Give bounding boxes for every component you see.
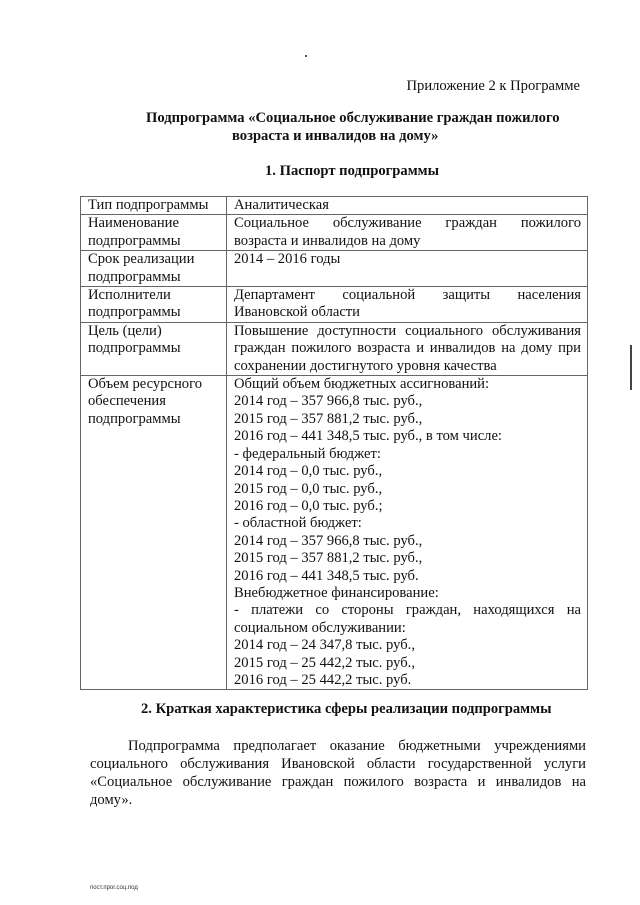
value-line: Аналитическая (234, 197, 329, 213)
value-line: 2016 год – 0,0 тыс. руб.; (234, 497, 383, 514)
paragraph-line: «Социальное обслуживание граждан пожилого возраста и инвалидов на (90, 774, 586, 790)
value-line: 2016 год – 441 348,5 тыс. руб. (234, 567, 419, 584)
table-row (81, 251, 588, 287)
value-line: 2014 год – 357 966,8 тыс. руб., (234, 393, 423, 410)
table-row (81, 215, 588, 251)
paragraph-line: Подпрограмма предполагает оказание бюджетными учреждениями (128, 738, 586, 754)
appendix-label: Приложение 2 к Программе (406, 78, 580, 94)
row-label (81, 287, 227, 323)
value-line: граждан пожилого возраста и инвалидов на дому при (234, 340, 581, 357)
value-line: 2014 год – 0,0 тыс. руб., (234, 463, 383, 480)
label-line: подпрограммы (88, 304, 181, 321)
value-line: Общий объем бюджетных ассигнований: (234, 376, 490, 393)
value-line: социальном обслуживании: (234, 619, 406, 636)
label-line: обеспечения (88, 393, 166, 410)
table-row (81, 197, 588, 215)
row-label (81, 197, 227, 215)
row-value (227, 215, 588, 251)
value-line: - областной бюджет: (234, 515, 362, 532)
value-line: 2014 – 2016 годы (234, 251, 341, 268)
row-value (227, 376, 588, 690)
label-line: Объем ресурсного (88, 376, 203, 393)
value-line: 2015 год – 25 442,2 тыс. руб., (234, 654, 415, 671)
label-line: подпрограммы (88, 410, 181, 427)
value-line: 2015 год – 0,0 тыс. руб., (234, 480, 383, 497)
table-row (81, 322, 588, 375)
row-value (227, 287, 588, 323)
section-2-paragraph (90, 737, 586, 809)
title-line: Подпрограмма «Социальное обслуживание граждан пожилого (146, 110, 560, 126)
label-line: Цель (цели) (88, 322, 162, 339)
value-line: возраста и инвалидов на дому (234, 232, 421, 249)
paragraph-line: дому». (90, 792, 133, 808)
scan-margin-mark (630, 345, 632, 390)
label-line: Исполнители (88, 287, 171, 304)
table-row (81, 376, 588, 690)
document-title (140, 109, 580, 145)
value-line: сохранении достигнутого уровня качества (234, 357, 497, 374)
value-line: Департамент социальной защиты населения (234, 287, 581, 304)
label-line: подпрограммы (88, 268, 181, 285)
value-line: 2015 год – 357 881,2 тыс. руб., (234, 550, 423, 567)
value-line: 2016 год – 441 348,5 тыс. руб., в том числе: (234, 428, 502, 445)
label-line: Наименование (88, 215, 179, 232)
row-label (81, 215, 227, 251)
value-line: Ивановской области (234, 304, 360, 321)
section-2-heading: 2. Краткая характеристика сферы реализации подпрограммы (141, 701, 552, 717)
value-line: Социальное обслуживание граждан пожилого (234, 215, 581, 232)
label-line: подпрограммы (88, 232, 181, 249)
value-line: 2014 год – 357 966,8 тыс. руб., (234, 532, 423, 549)
value-line: 2015 год – 357 881,2 тыс. руб., (234, 410, 423, 427)
row-value (227, 322, 588, 375)
value-line: 2016 год – 25 442,2 тыс. руб. (234, 671, 412, 688)
value-line: - федеральный бюджет: (234, 445, 381, 462)
section-1-heading: 1. Паспорт подпрограммы (265, 163, 439, 179)
label-line: Тип подпрограммы (88, 197, 209, 213)
row-label (81, 322, 227, 375)
scan-speck (305, 55, 307, 57)
passport-table (80, 196, 588, 690)
value-line: Внебюджетное финансирование: (234, 584, 439, 601)
label-line: Срок реализации (88, 251, 195, 268)
row-value (227, 251, 588, 287)
paragraph-line: социального обслуживания Ивановской области государственной услуги (90, 756, 586, 772)
value-line: 2014 год – 24 347,8 тыс. руб., (234, 637, 415, 654)
table-row (81, 287, 588, 323)
row-label (81, 251, 227, 287)
row-label (81, 376, 227, 690)
value-line: Повышение доступности социального обслуживания (234, 322, 581, 339)
label-line: подпрограммы (88, 340, 181, 357)
title-line: возраста и инвалидов на дому» (232, 128, 439, 144)
row-value (227, 197, 588, 215)
value-line: - платежи со стороны граждан, находящихся на (234, 602, 581, 619)
file-reference: пост.прог.соц.под (90, 885, 138, 891)
